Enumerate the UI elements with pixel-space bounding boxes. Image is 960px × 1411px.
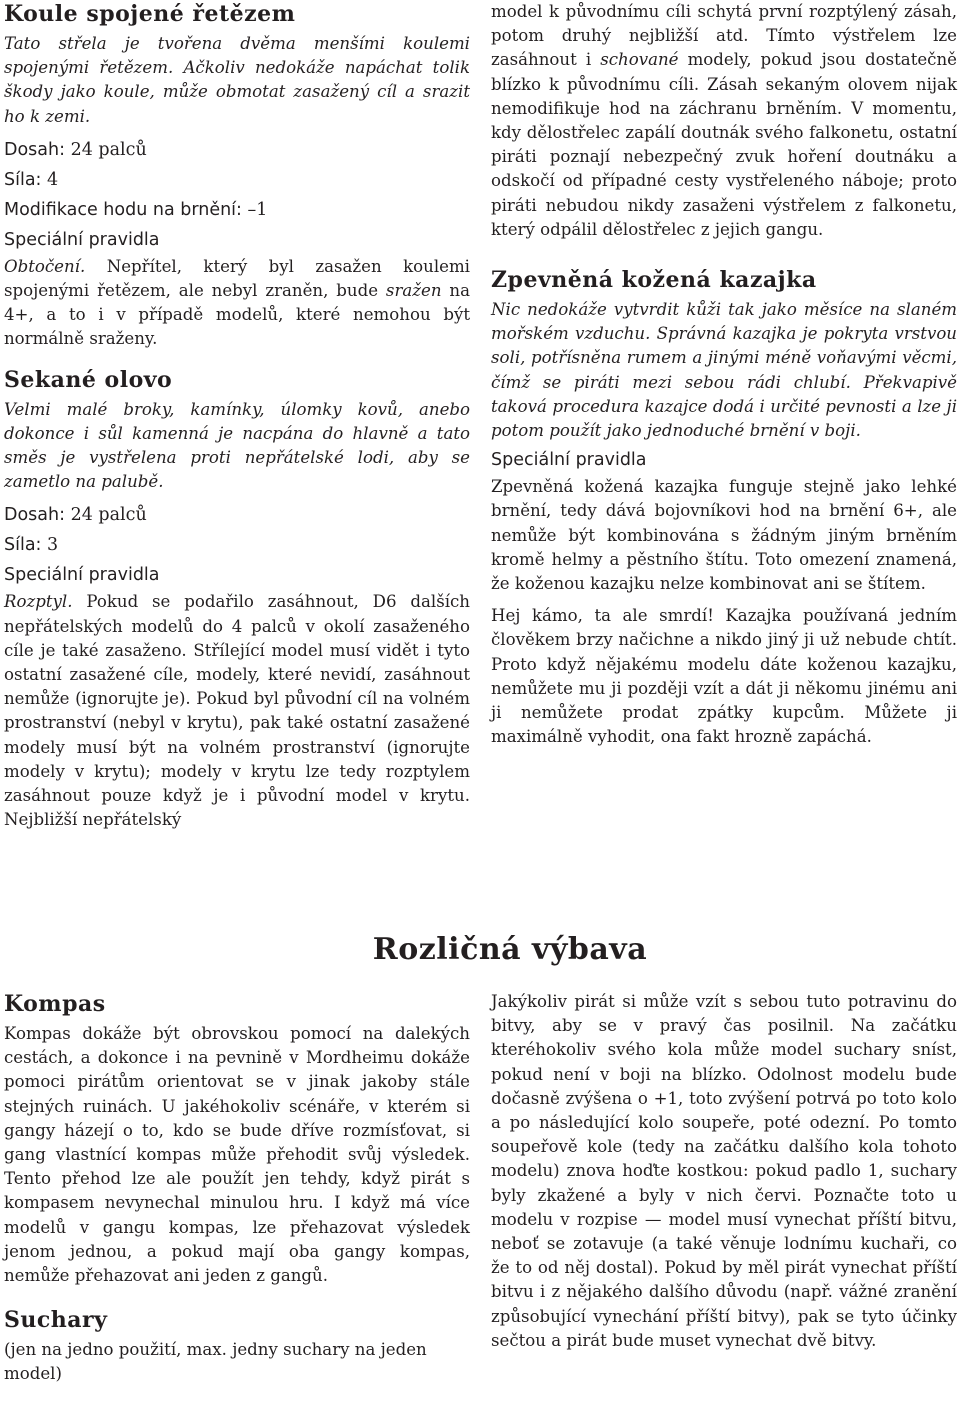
kompas-text: Kompas dokáže být obrovskou pomocí na dalekých cestách, a dokonce i na pevnině v Mordheimu dokáže pomoci pirátům orientovat se v jinak jakoby stále stejných ruinách. U jakéhokoliv scénáře, v kterém si gangy házejí o to, kdo se bude dříve rozmísťovat, si gang vlastnící kompas může přehodit svůj výsledek. Tento přehod lze ale použít jen tehdy, když pirát s kompasem nevynechal minulou hru. I když má více modelů v gangu kompas, lze přehazovat výsledek jenom jednou, a pokud mají oba gangy kompas, nemůže přehazovat ani jeden z gangů. <box>4 1024 470 1286</box>
koule-armor-mod: Modifikace hodu na brnění: –1 <box>4 199 268 220</box>
kazajka-special-heading: Speciální pravidla <box>491 450 647 471</box>
kazajka-extra: Hej kámo, ta ale smrdí! Kazajka používaná jedním člověkem brzy načichne a nikdo jiný ji už nebude chtít. Proto když nějakému modelu dáte koženou kazajku, nemůžete mu ji později vzít a dát ji někomu jinému ani ji nemůžete prodat zpátky kupcům. Můžete ji maximálně vyhodit, ona fakt hrozně zapáchá. <box>491 606 957 747</box>
sekane-rule: Rozptyl. Pokud se podařilo zasáhnout, D6 dalších nepřátelských modelů do 4 palců v okolí zasaženého cíle je také zasaženo. Střílející model musí vidět i tyto ostatní zasažené cíle, modely, které nevidí, zasáhnout nemůže (ignorujte je). Pokud byl původní cíl na volném prostranství (nebyl v krytu), pak také ostatní zasažené modely musí být na volném prostranství (ignorujte modely v krytu); modely v krytu lze tedy rozptylem zasáhnout pouze když je i původní model v krytu. Nejbližší nepřátelský <box>4 592 470 830</box>
section-title-sekane: Sekané olovo <box>4 366 173 393</box>
suchary-text-continued: Jakýkoliv pirát si může vzít s sebou tuto potravinu do bitvy, aby se v pravý čas posilnil. Na začátku kteréhokoliv svého kola může model suchary sníst, pokud není v boji na blízko. Odolnost modelu bude dočasně zvýšena o +1, toto zvýšení potrvá po toto kolo a po následující kolo soupeře, poté odezní. Po tomto soupeřově kole (tedy na začátku dalšího kola tohoto modelu) znova hoďte kostkou: pokud padlo 1, suchary byly zkažené a byly v nich červi. Poznačte toto u modelu v rozpise — model musí vynechat příští bitvu, neboť se zotavuje (a také věnuje lodnímu kuchaři, co že to od něj dostal). Pokud by měl pirát vynechat příští bitvu i z nějakého dalšího důvodu (např. vážné zranění způsobující vynechání příští bitvy), pak se tyto účinky sečtou a pirát bude muset vynechat dvě bitvy. <box>491 992 957 1350</box>
sekane-rule-continued: model k původnímu cíli schytá první rozptýlený zásah, potom druhý nejbližší atd. Tímto výstřelem lze zasáhnout i schované modely, pokud jsou dostatečně blízko k původnímu cíli. Zásah sekaným olovem nijak nemodifikuje hod na záchranu brněním. V momentu, kdy dělostřelec zapálí doutnák svého falkonetu, ostatní piráti poznají nebezpečný zvuk hoření doutnáku a odskočí od případné cesty vystřeleného náboje; proto piráti nebudou nikdy zasaženi výstřelem z falkonetu, který odpálil dělostřelec z jejich gangu. <box>491 2 957 239</box>
column-bottom-left <box>4 990 470 1387</box>
section-title-kazajka: Zpevněná kožená kazajka <box>491 267 817 294</box>
column-top-left <box>4 0 470 832</box>
section-title-koule: Koule spojené řetězem <box>4 1 296 27</box>
kazajka-rule: Zpevněná kožená kazajka funguje stejně jako lehké brnění, tedy dává bojovníkovi hod na brnění 6+, ale nemůže být kombinována s žádným jiným brněním kromě helmy a pěstního štítu. Toto omezení znamená, že koženou kazajku nelze kombinovat ani se štítem. <box>491 477 957 594</box>
chapter-title: Rozličná výbava <box>372 932 648 967</box>
koule-range: Dosah: 24 palců <box>4 139 147 160</box>
kazajka-intro: Nic nedokáže vytvrdit kůži tak jako měsíce na slaném mořském vzduchu. Správná kazajka je pokryta vrstvou soli, potřísněna rumem a jinými méně voňavými věcmi, čímž se piráti mezi sebou rádi chlubí. Překvapivě taková procedura kazajce dodá i určité pevnosti a lze ji potom použít jako jednoduché brnění v boji. <box>491 300 957 441</box>
column-bottom-right <box>491 990 957 1353</box>
section-title-suchary: Suchary <box>4 1307 108 1334</box>
column-top-right <box>491 0 957 749</box>
koule-special-heading: Speciální pravidla <box>4 229 160 250</box>
suchary-text: (jen na jedno použití, max. jedny suchary na jeden model) <box>4 1340 427 1384</box>
koule-strength: Síla: 4 <box>4 169 59 190</box>
sekane-intro: Velmi malé broky, kamínky, úlomky kovů, anebo dokonce i sůl kamenná je nacpána do hlavně a tato směs je vystřelena proti nepřátelské lodi, aby se zametlo na palubě. <box>4 399 470 492</box>
sekane-strength: Síla: 3 <box>4 535 59 556</box>
sekane-special-heading: Speciální pravidla <box>4 565 160 586</box>
section-title-kompas: Kompas <box>4 991 106 1017</box>
koule-rule: Obtočení. Nepřítel, který byl zasažen koulemi spojenými řetězem, ale nebyl zraněn, bude sražen na 4+, a to i v případě modelů, které nemohou být normálně sraženy. <box>4 256 470 349</box>
koule-intro: Tato střela je tvořena dvěma menšími koulemi spojenými řetězem. Ačkoliv nedokáže napáchat tolik škody jako koule, může obmotat zasažený cíl a srazit ho k zemi. <box>4 34 470 126</box>
sekane-range: Dosah: 24 palců <box>4 505 147 526</box>
